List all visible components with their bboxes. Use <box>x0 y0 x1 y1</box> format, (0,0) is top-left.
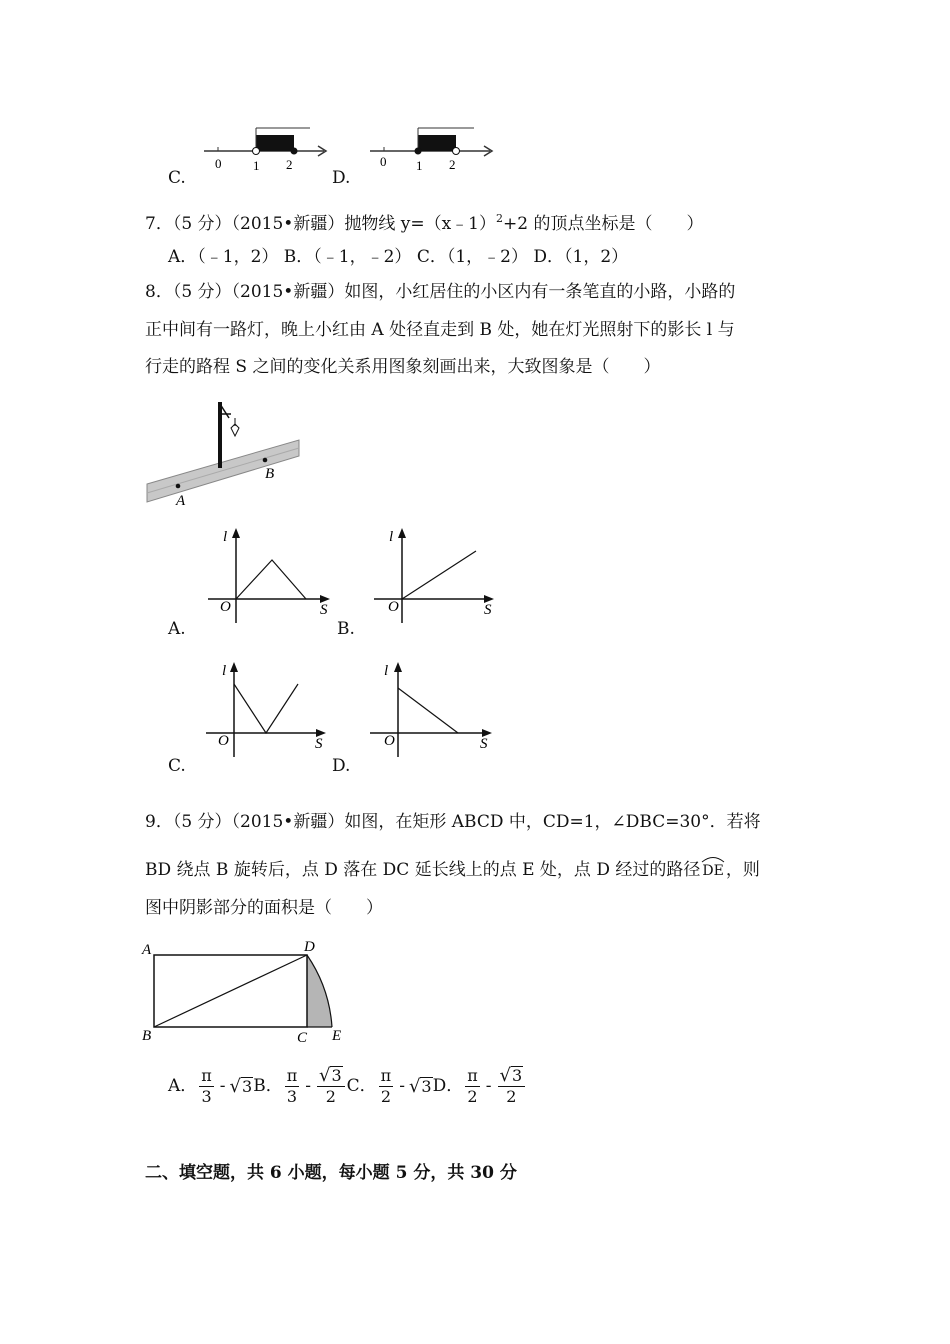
q9-option-d: D． $\frac{\pi}{2}$ - √ 3 2 <box>433 1066 528 1107</box>
axis-label-o: O <box>384 733 395 749</box>
axis-label-o: O <box>220 599 231 615</box>
tick-0: 0 <box>215 156 222 171</box>
numberline-c <box>200 120 340 180</box>
q6-option-c-label: C. <box>168 168 186 188</box>
q7-stem: 7．（5 分）（2015•新疆）抛物线 y=（x﹣1）$^2$+2 的顶点坐标是（ ） <box>145 212 704 234</box>
q9-line-1: 9．（5 分）（2015•新疆）如图，在矩形 ABCD 中，CD=1，∠DBC=30°．若将 <box>145 812 761 832</box>
q8-option-a-label: A. <box>168 619 186 639</box>
q8-option-d-label: D. <box>332 756 351 776</box>
q8-graph-b <box>370 528 510 618</box>
q9-option-c: C． $\frac{\pi}{2}$ - √ 3 <box>346 1066 432 1106</box>
q7-options: A．（﹣1，2） B．（﹣1，﹣2） C．（1，﹣2） D．（1，2） <box>168 247 629 267</box>
q8-line-3: 行走的路程 S 之间的变化关系用图象刻画出来，大致图象是（ ） <box>145 357 661 377</box>
axis-label-o: O <box>218 733 229 749</box>
q9-option-b: B． $\frac{\pi}{3}$ - √ 3 2 <box>253 1066 346 1107</box>
q8-option-b-label: B. <box>337 619 355 639</box>
axis-label-s: S <box>320 602 328 618</box>
section-2-title: 二、填空题，共 6 小题，每小题 5 分，共 30 分 <box>145 1163 517 1183</box>
fig-label-b: B <box>142 1028 152 1044</box>
axis-label-s: S <box>315 736 323 752</box>
q8-graph-d <box>366 662 506 752</box>
axis-label-l: l <box>223 529 228 545</box>
q6-option-d-label: D. <box>332 168 351 188</box>
numberline-d <box>366 120 506 180</box>
fig-label-a: A <box>142 942 152 958</box>
tick-1: 1 <box>253 158 260 173</box>
q9-line-3: 图中阴影部分的面积是（ ） <box>145 898 383 918</box>
axis-label-o: O <box>388 599 399 615</box>
tick-0: 0 <box>380 154 387 169</box>
q8-option-c-label: C. <box>168 756 186 776</box>
q9-line-2: BD 绕点 B 旋转后，点 D 落在 DC 延长线上的点 E 处，点 D 经过的路径 DE ，则 <box>145 862 760 879</box>
q8-graph-c <box>202 662 342 752</box>
fig-label-b: B <box>265 466 275 482</box>
fig-label-c: C <box>297 1030 308 1046</box>
fig-label-d: D <box>304 939 315 955</box>
q8-graph-a <box>202 528 342 618</box>
q9-options <box>168 1066 527 1107</box>
q8-road-figure <box>145 398 305 510</box>
tick-2: 2 <box>449 157 456 172</box>
q8-line-2: 正中间有一路灯，晚上小红由 A 处径直走到 B 处，她在灯光照射下的影长 l 与 <box>145 320 735 340</box>
axis-label-l: l <box>384 663 389 679</box>
axis-label-l: l <box>389 529 394 545</box>
q9-option-a: A． $\frac{\pi}{3}$ - √ 3 <box>168 1066 253 1106</box>
tick-1: 1 <box>416 158 423 173</box>
q8-line-1: 8．（5 分）（2015•新疆）如图，小红居住的小区内有一条笔直的小路，小路的 <box>145 282 736 302</box>
q9-rectangle-figure <box>140 938 360 1048</box>
tick-2: 2 <box>286 157 293 172</box>
arc-de: DE <box>701 864 724 878</box>
axis-label-l: l <box>222 663 227 679</box>
axis-label-s: S <box>480 736 488 752</box>
axis-label-s: S <box>484 602 492 618</box>
fig-label-a: A <box>176 493 186 509</box>
fig-label-e: E <box>332 1028 342 1044</box>
